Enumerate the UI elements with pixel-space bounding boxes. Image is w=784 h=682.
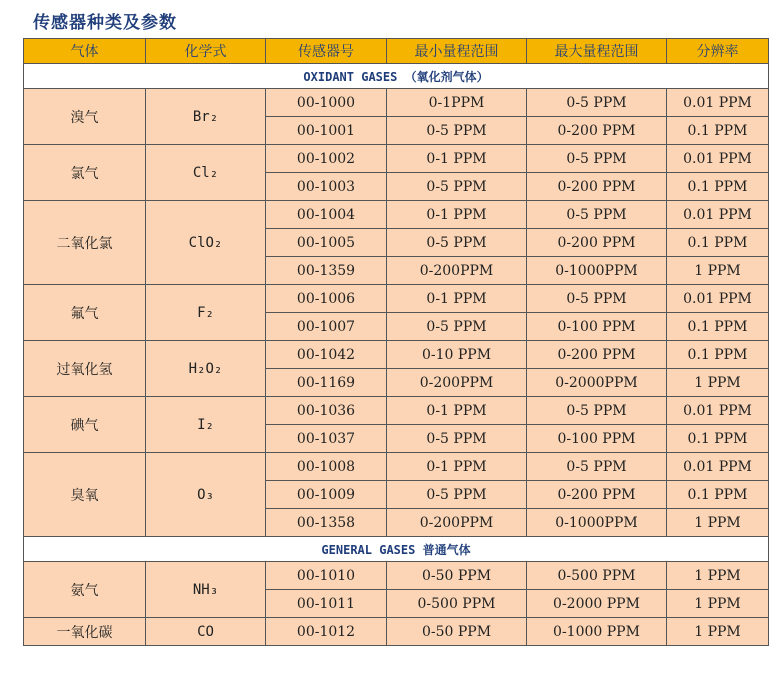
max-range-cell: 0-5 PPM bbox=[527, 89, 667, 117]
sensor-number-cell: 00-1011 bbox=[266, 590, 387, 618]
min-range-cell: 0-1PPM bbox=[387, 89, 527, 117]
section-label: OXIDANT GASES （氧化剂气体） bbox=[24, 64, 769, 89]
sensor-number-cell: 00-1358 bbox=[266, 509, 387, 537]
table-row bbox=[24, 453, 769, 481]
section-label: GENERAL GASES 普通气体 bbox=[24, 537, 769, 562]
resolution-cell: 1 PPM bbox=[667, 257, 769, 285]
formula-cell: H₂O₂ bbox=[146, 341, 266, 397]
min-range-cell: 0-5 PPM bbox=[387, 313, 527, 341]
max-range-cell: 0-5 PPM bbox=[527, 453, 667, 481]
resolution-cell: 1 PPM bbox=[667, 618, 769, 646]
resolution-cell: 0.01 PPM bbox=[667, 453, 769, 481]
min-range-cell: 0-5 PPM bbox=[387, 117, 527, 145]
resolution-cell: 0.1 PPM bbox=[667, 481, 769, 509]
max-range-cell: 0-5 PPM bbox=[527, 201, 667, 229]
sensor-number-cell: 00-1001 bbox=[266, 117, 387, 145]
min-range-cell: 0-1 PPM bbox=[387, 397, 527, 425]
table-row bbox=[24, 397, 769, 425]
max-range-cell: 0-200 PPM bbox=[527, 481, 667, 509]
min-range-cell: 0-200PPM bbox=[387, 257, 527, 285]
table-row bbox=[24, 145, 769, 173]
max-range-cell: 0-200 PPM bbox=[527, 341, 667, 369]
col-header-gas: 气体 bbox=[24, 39, 146, 64]
section-row bbox=[24, 64, 769, 89]
max-range-cell: 0-2000PPM bbox=[527, 369, 667, 397]
sensor-table bbox=[23, 38, 769, 646]
sensor-number-cell: 00-1002 bbox=[266, 145, 387, 173]
resolution-cell: 0.1 PPM bbox=[667, 341, 769, 369]
sensor-number-cell: 00-1009 bbox=[266, 481, 387, 509]
resolution-cell: 0.1 PPM bbox=[667, 425, 769, 453]
resolution-cell: 0.01 PPM bbox=[667, 397, 769, 425]
resolution-cell: 0.1 PPM bbox=[667, 229, 769, 257]
gas-name-cell: 过氧化氢 bbox=[24, 341, 146, 397]
max-range-cell: 0-1000PPM bbox=[527, 257, 667, 285]
sensor-number-cell: 00-1359 bbox=[266, 257, 387, 285]
max-range-cell: 0-5 PPM bbox=[527, 397, 667, 425]
col-header-formula: 化学式 bbox=[146, 39, 266, 64]
sensor-number-cell: 00-1169 bbox=[266, 369, 387, 397]
max-range-cell: 0-100 PPM bbox=[527, 425, 667, 453]
gas-name-cell: 臭氧 bbox=[24, 453, 146, 537]
section-row bbox=[24, 537, 769, 562]
col-header-sensor-number: 传感器号 bbox=[266, 39, 387, 64]
table-row bbox=[24, 201, 769, 229]
table-row bbox=[24, 618, 769, 646]
min-range-cell: 0-5 PPM bbox=[387, 173, 527, 201]
min-range-cell: 0-1 PPM bbox=[387, 145, 527, 173]
min-range-cell: 0-500 PPM bbox=[387, 590, 527, 618]
gas-name-cell: 碘气 bbox=[24, 397, 146, 453]
max-range-cell: 0-5 PPM bbox=[527, 145, 667, 173]
resolution-cell: 0.1 PPM bbox=[667, 173, 769, 201]
resolution-cell: 1 PPM bbox=[667, 509, 769, 537]
min-range-cell: 0-1 PPM bbox=[387, 453, 527, 481]
table-row bbox=[24, 89, 769, 117]
sensor-number-cell: 00-1003 bbox=[266, 173, 387, 201]
formula-cell: O₃ bbox=[146, 453, 266, 537]
formula-cell: NH₃ bbox=[146, 562, 266, 618]
table-row bbox=[24, 285, 769, 313]
col-header-min-range: 最小量程范围 bbox=[387, 39, 527, 64]
min-range-cell: 0-5 PPM bbox=[387, 481, 527, 509]
resolution-cell: 0.01 PPM bbox=[667, 285, 769, 313]
sensor-number-cell: 00-1010 bbox=[266, 562, 387, 590]
resolution-cell: 0.1 PPM bbox=[667, 313, 769, 341]
max-range-cell: 0-5 PPM bbox=[527, 285, 667, 313]
formula-cell: ClO₂ bbox=[146, 201, 266, 285]
table-row bbox=[24, 341, 769, 369]
formula-cell: F₂ bbox=[146, 285, 266, 341]
sensor-number-cell: 00-1004 bbox=[266, 201, 387, 229]
min-range-cell: 0-50 PPM bbox=[387, 618, 527, 646]
sensor-number-cell: 00-1008 bbox=[266, 453, 387, 481]
sensor-number-cell: 00-1037 bbox=[266, 425, 387, 453]
max-range-cell: 0-100 PPM bbox=[527, 313, 667, 341]
formula-cell: Br₂ bbox=[146, 89, 266, 145]
gas-name-cell: 氟气 bbox=[24, 285, 146, 341]
sensor-number-cell: 00-1042 bbox=[266, 341, 387, 369]
min-range-cell: 0-5 PPM bbox=[387, 229, 527, 257]
gas-name-cell: 氨气 bbox=[24, 562, 146, 618]
page-title: 传感器种类及参数 bbox=[33, 13, 177, 33]
sensor-number-cell: 00-1007 bbox=[266, 313, 387, 341]
sensor-number-cell: 00-1000 bbox=[266, 89, 387, 117]
resolution-cell: 0.01 PPM bbox=[667, 89, 769, 117]
header-row bbox=[24, 39, 769, 64]
min-range-cell: 0-5 PPM bbox=[387, 425, 527, 453]
min-range-cell: 0-200PPM bbox=[387, 509, 527, 537]
sensor-number-cell: 00-1005 bbox=[266, 229, 387, 257]
sensor-number-cell: 00-1006 bbox=[266, 285, 387, 313]
max-range-cell: 0-500 PPM bbox=[527, 562, 667, 590]
gas-name-cell: 一氧化碳 bbox=[24, 618, 146, 646]
table-body bbox=[24, 64, 769, 646]
gas-name-cell: 二氧化氯 bbox=[24, 201, 146, 285]
table-row bbox=[24, 562, 769, 590]
resolution-cell: 0.01 PPM bbox=[667, 201, 769, 229]
resolution-cell: 1 PPM bbox=[667, 562, 769, 590]
min-range-cell: 0-1 PPM bbox=[387, 201, 527, 229]
max-range-cell: 0-200 PPM bbox=[527, 173, 667, 201]
min-range-cell: 0-10 PPM bbox=[387, 341, 527, 369]
resolution-cell: 0.1 PPM bbox=[667, 117, 769, 145]
max-range-cell: 0-1000PPM bbox=[527, 509, 667, 537]
formula-cell: I₂ bbox=[146, 397, 266, 453]
max-range-cell: 0-200 PPM bbox=[527, 117, 667, 145]
formula-cell: CO bbox=[146, 618, 266, 646]
sensor-number-cell: 00-1036 bbox=[266, 397, 387, 425]
min-range-cell: 0-200PPM bbox=[387, 369, 527, 397]
max-range-cell: 0-2000 PPM bbox=[527, 590, 667, 618]
col-header-resolution: 分辨率 bbox=[667, 39, 769, 64]
resolution-cell: 1 PPM bbox=[667, 369, 769, 397]
col-header-max-range: 最大量程范围 bbox=[527, 39, 667, 64]
min-range-cell: 0-50 PPM bbox=[387, 562, 527, 590]
resolution-cell: 0.01 PPM bbox=[667, 145, 769, 173]
max-range-cell: 0-200 PPM bbox=[527, 229, 667, 257]
gas-name-cell: 溴气 bbox=[24, 89, 146, 145]
max-range-cell: 0-1000 PPM bbox=[527, 618, 667, 646]
sensor-number-cell: 00-1012 bbox=[266, 618, 387, 646]
formula-cell: Cl₂ bbox=[146, 145, 266, 201]
gas-name-cell: 氯气 bbox=[24, 145, 146, 201]
resolution-cell: 1 PPM bbox=[667, 590, 769, 618]
min-range-cell: 0-1 PPM bbox=[387, 285, 527, 313]
